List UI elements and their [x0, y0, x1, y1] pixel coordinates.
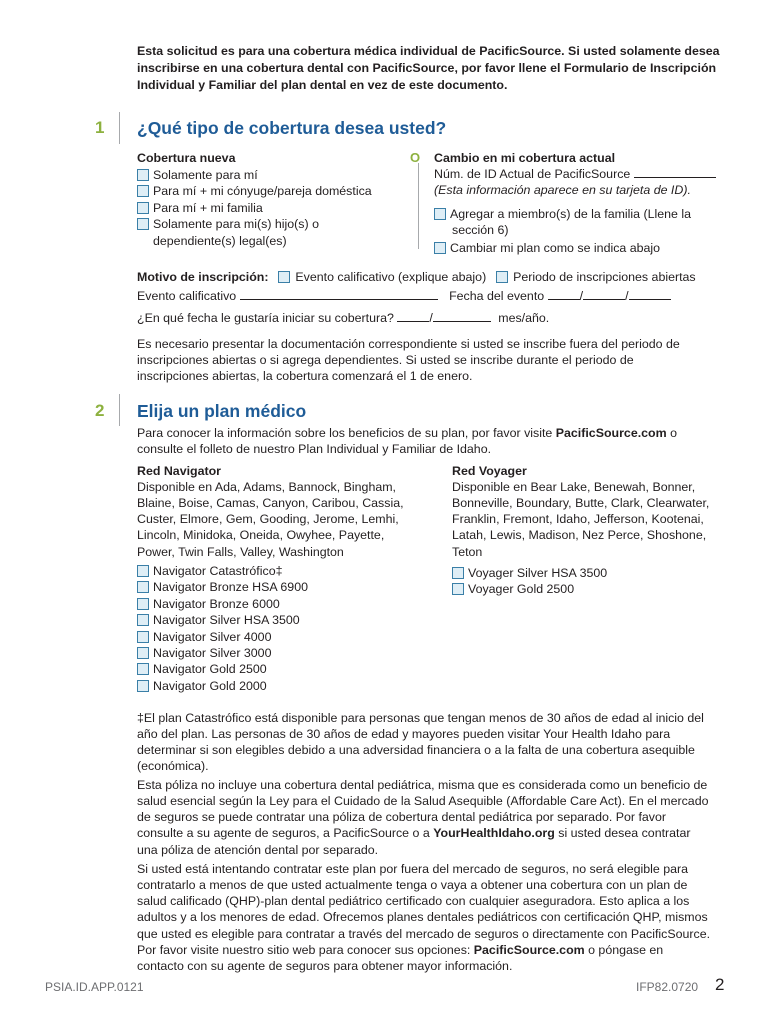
plan-option[interactable]: Navigator Silver 4000 — [137, 629, 422, 645]
start-date-row: ¿En qué fecha le gustaría iniciar su cobertura? / mes/año. — [137, 311, 550, 325]
yourhealthidaho-link[interactable]: YourHealthIdaho.org — [433, 826, 555, 841]
checkbox[interactable] — [137, 663, 149, 675]
plan-option[interactable]: Navigator Bronze HSA 6900 — [137, 579, 422, 595]
catastrophic-footnote: ‡El plan Catastrófico está disponible para personas que tengan menos de 30 años de edad al inicio del año del plan. Las personas de 30 años de edad y mayores pueden visitar Your Health Idaho para determinar si son elegibles debido a una adversidad financiera o a la falta de una cobertura asequible (económica). — [137, 711, 704, 774]
form-code-right: IFP82.0720 — [636, 980, 699, 994]
checkbox[interactable] — [137, 614, 149, 626]
checkbox[interactable] — [434, 242, 446, 254]
start-date-question: ¿En qué fecha le gustaría iniciar su cobertura? — [137, 311, 394, 325]
checkbox[interactable] — [137, 202, 149, 214]
option-add-family[interactable]: Agregar a miembro(s) de la familia (Llene la — [434, 206, 734, 222]
enrollment-reason-label: Motivo de inscripción: — [137, 270, 269, 284]
checkbox[interactable] — [452, 567, 464, 579]
section-1-number: 1 — [95, 118, 105, 137]
checkbox[interactable] — [137, 647, 149, 659]
checkbox[interactable] — [137, 680, 149, 692]
open-enrollment-checkbox[interactable] — [496, 271, 508, 283]
checkbox[interactable] — [137, 598, 149, 610]
plan-option[interactable]: Navigator Catastrófico‡ — [137, 563, 422, 579]
current-id-field[interactable] — [634, 167, 716, 178]
checkbox[interactable] — [434, 208, 446, 220]
qualifying-event-label: Evento calificativo (explique abajo) — [295, 270, 487, 284]
outside-market-note: Si usted está intentando contratar este plan por fuera del mercado de seguros, no será elegible para contratarlo a menos de que usted actualmente tenga o vaya a obtener una cobertura con un plan de salud calificado (QHP)-plan dental pediátrico certificado con cualquier aseguradora. Esto aplica a los adultos y a los menores de edad. Ofrecemos planes dentales pediátricos con certificación QHP, mismos que usted es elegible para contratar a través del mercado de seguros o directamente con PacificSource. Por favor visite nuestro sitio web para conocer sus opciones: PacificSource.com o póngase en contacto con su agente de seguros para obtener mayor información. — [137, 862, 711, 973]
navigator-plan-list — [137, 563, 422, 694]
voyager-heading: Red Voyager — [452, 464, 527, 478]
checkbox[interactable] — [137, 169, 149, 181]
plan-option[interactable]: Voyager Gold 2500 — [452, 581, 722, 597]
section-2-divider — [119, 394, 120, 426]
checkbox[interactable] — [452, 583, 464, 595]
plan-intro: Para conocer la información sobre los beneficios de su plan, por favor visite PacificSource.com o consulte el folleto de nuestro Plan Individual y Familiar de Idaho. — [137, 426, 677, 457]
event-date-label: Fecha del evento — [449, 289, 545, 303]
option-children-only-cont: dependiente(s) legal(es) — [153, 233, 287, 248]
documentation-note: Es necesario presentar la documentación correspondiente si usted se inscribe fuera del periodo de inscripciones abiertas o si agrega dependientes. Si usted se inscribe durante el periodo de inscripciones abiertas, la cobertura comenzará el 1 de enero. — [137, 337, 680, 384]
open-enrollment-label: Periodo de inscripciones abiertas — [513, 270, 696, 284]
current-id-row — [434, 166, 734, 182]
voyager-plan-list — [452, 565, 722, 598]
option-add-family-cont: sección 6) — [452, 223, 509, 238]
new-coverage-heading: Cobertura nueva — [137, 151, 236, 165]
qualifying-event-checkbox[interactable] — [278, 271, 290, 283]
option-me-family[interactable]: Para mí + mi familia — [137, 200, 402, 216]
new-coverage-options — [137, 167, 402, 249]
plan-option[interactable]: Navigator Gold 2500 — [137, 661, 422, 677]
event-month-field[interactable] — [548, 289, 580, 300]
plan-option[interactable]: Voyager Silver HSA 3500 — [452, 565, 722, 581]
current-id-note: (Esta información aparece en su tarjeta de ID). — [434, 183, 691, 197]
event-day-field[interactable] — [583, 289, 625, 300]
plan-option[interactable]: Navigator Gold 2000 — [137, 678, 422, 694]
start-year-field[interactable] — [433, 311, 491, 322]
plan-option[interactable]: Navigator Bronze 6000 — [137, 596, 422, 612]
plan-option[interactable]: Navigator Silver 3000 — [137, 645, 422, 661]
change-coverage-radio[interactable]: O — [410, 150, 421, 165]
navigator-availability: Disponible en Ada, Adams, Bannock, Bingham, Blaine, Boise, Camas, Canyon, Caribou, Cassia, Custer, Elmore, Gem, Gooding, Jerome, Lemhi, Lincoln, Minidoka, Oneida, Owyhee, Payette, Power, Twin Falls, Valley, Washington — [137, 480, 404, 559]
option-me-spouse[interactable]: Para mí + mi cónyuge/pareja doméstica — [137, 183, 402, 199]
start-date-suffix: mes/año. — [498, 311, 550, 325]
section-1-divider — [119, 112, 120, 144]
pacificsource-link[interactable]: PacificSource.com — [555, 426, 667, 440]
page-number: 2 — [715, 975, 725, 994]
event-label: Evento calificativo — [137, 289, 237, 303]
coverage-column-divider — [418, 163, 419, 249]
current-id-label: Núm. de ID Actual de PacificSource — [434, 167, 631, 181]
event-year-field[interactable] — [629, 289, 671, 300]
enrollment-reason-row — [137, 269, 737, 285]
checkbox[interactable] — [137, 631, 149, 643]
voyager-availability: Disponible en Bear Lake, Benewah, Bonner, Bonneville, Boundary, Butte, Clark, Clearwater, Franklin, Fremont, Idaho, Jefferson, Kootenai, Latah, Lewis, Madison, Nez Perce, Shoshone, Teton — [452, 480, 710, 559]
intro-text: Esta solicitud es para una cobertura médica individual de PacificSource. Si usted solamente desea inscribirse en una cobertura dental con PacificSource, por favor llene el Formulario de Inscripción Individual y Familiar del plan dental en vez de este documento. — [137, 44, 720, 93]
checkbox[interactable] — [137, 218, 149, 230]
event-field[interactable] — [240, 289, 438, 300]
change-coverage-options — [434, 206, 734, 256]
change-coverage-heading: Cambio en mi cobertura actual — [434, 151, 616, 165]
checkbox[interactable] — [137, 565, 149, 577]
section-2-number: 2 — [95, 401, 105, 420]
option-change-plan[interactable]: Cambiar mi plan como se indica abajo — [434, 240, 734, 256]
event-row: Evento calificativo Fecha del evento / / — [137, 288, 737, 304]
option-only-me[interactable]: Solamente para mí — [137, 167, 402, 183]
option-children-only[interactable]: Solamente para mi(s) hijo(s) o — [137, 216, 402, 232]
pacificsource-options-link[interactable]: PacificSource.com — [473, 942, 585, 957]
start-month-field[interactable] — [397, 311, 429, 322]
section-1-title: ¿Qué tipo de cobertura desea usted? — [137, 118, 447, 138]
checkbox[interactable] — [137, 185, 149, 197]
form-code-left: PSIA.ID.APP.0121 — [45, 980, 144, 994]
plan-option[interactable]: Navigator Silver HSA 3500 — [137, 612, 422, 628]
section-2-title: Elija un plan médico — [137, 401, 307, 421]
navigator-heading: Red Navigator — [137, 464, 221, 478]
dental-note: Esta póliza no incluye una cobertura dental pediátrica, misma que es considerada como un beneficio de salud esencial según la Ley para el Cuidado de la Salud Asequible (Affordable Care Act). En el mercado de seguros se puede contratar una póliza de cobertura dental pediátrica por separado. Por favor consulte a su agente de seguros, a PacificSource o a YourHealthIdaho.org si usted desea contratar una póliza de atención dental por separado. — [137, 778, 709, 857]
checkbox[interactable] — [137, 581, 149, 593]
